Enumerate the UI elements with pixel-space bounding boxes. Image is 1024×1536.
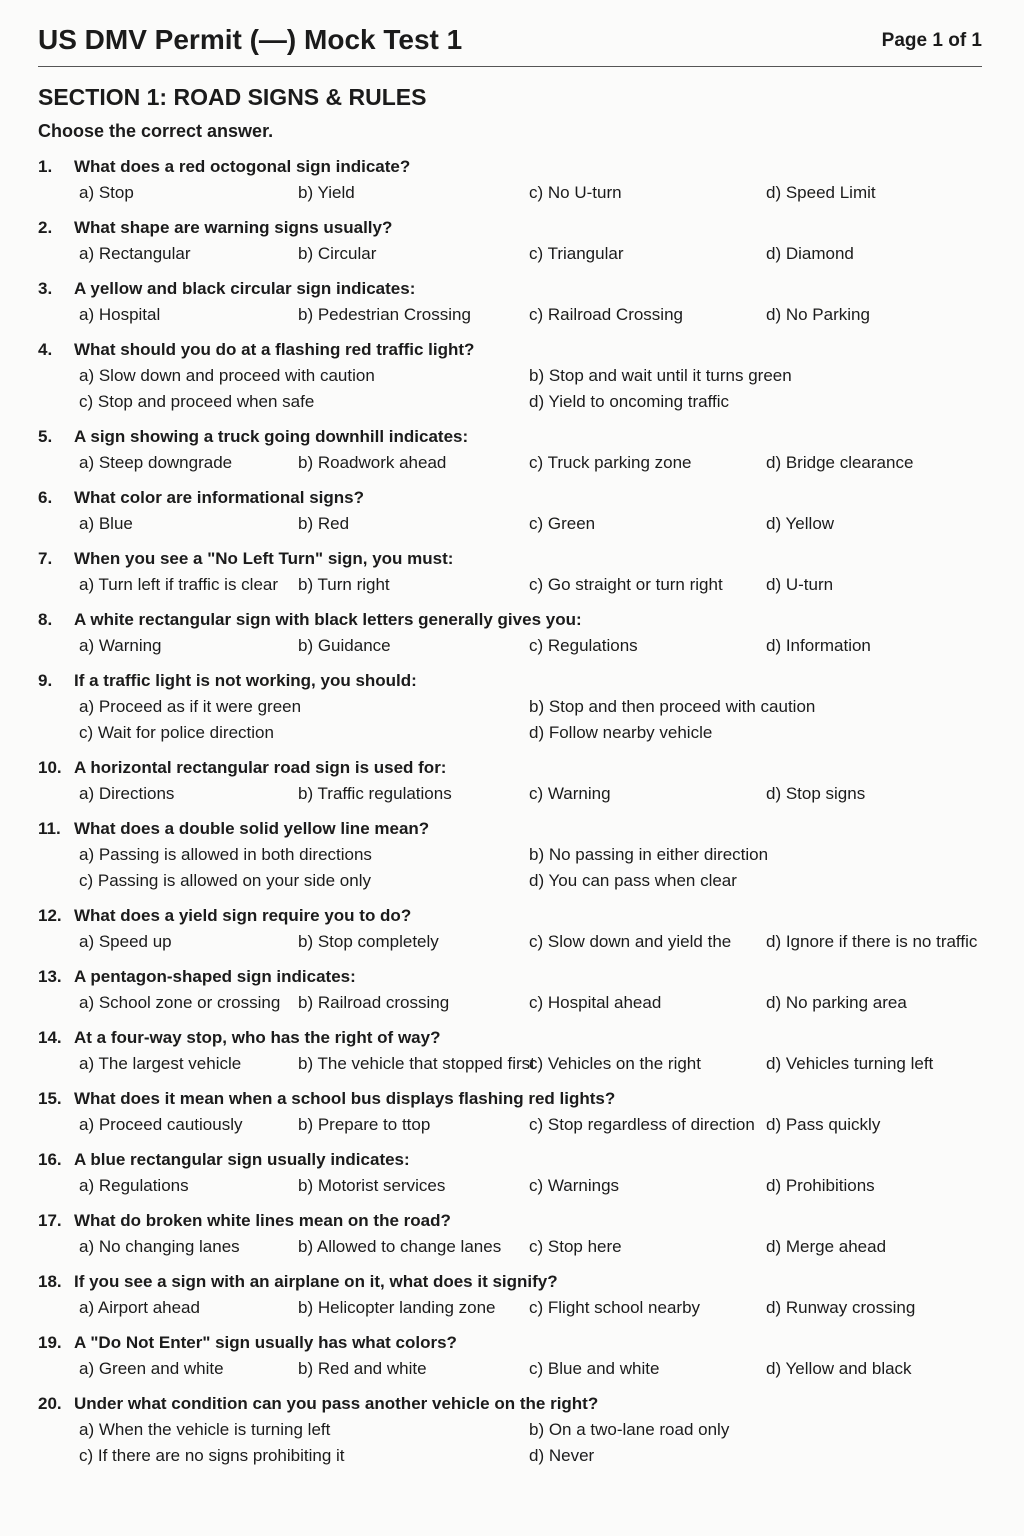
question-item bbox=[38, 906, 988, 956]
document-title: US DMV Permit (—) Mock Test 1 bbox=[38, 24, 463, 55]
question-list bbox=[38, 157, 988, 1481]
answer-option[interactable]: c) If there are no signs prohibiting it bbox=[79, 1446, 345, 1465]
answer-option[interactable]: b) Stop and then proceed with caution bbox=[529, 697, 816, 716]
question-item bbox=[38, 1089, 988, 1139]
question-line bbox=[38, 1089, 988, 1113]
answer-option[interactable]: c) Slow down and yield the bbox=[529, 932, 732, 951]
question-line bbox=[38, 549, 988, 573]
answer-option[interactable]: c) Green bbox=[529, 514, 596, 533]
question-text: What does a red octogonal sign indicate? bbox=[74, 157, 411, 176]
answer-option[interactable]: c) Stop regardless of direction bbox=[529, 1115, 755, 1134]
answer-option[interactable]: d) Ignore if there is no traffic bbox=[766, 932, 978, 951]
question-number: 7. bbox=[38, 549, 53, 568]
answer-option[interactable]: d) You can pass when clear bbox=[529, 871, 737, 890]
answer-option[interactable]: a) Regulations bbox=[79, 1176, 189, 1195]
question-line bbox=[38, 1394, 988, 1418]
answer-options bbox=[38, 782, 988, 808]
answer-options bbox=[38, 1113, 988, 1139]
question-number: 8. bbox=[38, 610, 53, 629]
question-line bbox=[38, 758, 988, 782]
answer-option[interactable]: b) The vehicle that stopped first bbox=[298, 1054, 535, 1073]
question-line bbox=[38, 218, 988, 242]
question-item bbox=[38, 427, 988, 477]
answer-options bbox=[38, 695, 988, 721]
answer-option[interactable]: b) Roadwork ahead bbox=[298, 453, 447, 472]
answer-option[interactable]: b) Turn right bbox=[298, 575, 390, 594]
answer-option[interactable]: d) Speed Limit bbox=[766, 183, 876, 202]
answer-option[interactable]: d) Bridge clearance bbox=[766, 453, 914, 472]
question-text: What color are informational signs? bbox=[74, 488, 364, 507]
question-line bbox=[38, 610, 988, 634]
answer-option[interactable]: d) Follow nearby vehicle bbox=[529, 723, 713, 742]
answer-option[interactable]: b) Railroad crossing bbox=[298, 993, 450, 1012]
question-line bbox=[38, 1028, 988, 1052]
question-number: 12. bbox=[38, 906, 62, 925]
answer-options bbox=[38, 1052, 988, 1078]
question-item bbox=[38, 819, 988, 895]
question-number: 2. bbox=[38, 218, 53, 237]
question-item bbox=[38, 758, 988, 808]
question-item bbox=[38, 1394, 988, 1470]
question-line bbox=[38, 1333, 988, 1357]
answer-option[interactable]: d) U-turn bbox=[766, 575, 834, 594]
answer-option[interactable]: d) Prohibitions bbox=[766, 1176, 875, 1195]
question-item bbox=[38, 671, 988, 747]
question-number: 6. bbox=[38, 488, 53, 507]
answer-option[interactable]: c) Warnings bbox=[529, 1176, 620, 1195]
question-number: 1. bbox=[38, 157, 53, 176]
question-text: A white rectangular sign with black letters generally gives you: bbox=[74, 610, 582, 629]
answer-options bbox=[38, 634, 988, 660]
page-header bbox=[38, 22, 982, 67]
question-line bbox=[38, 671, 988, 695]
answer-option[interactable]: c) Wait for police direction bbox=[79, 723, 274, 742]
answer-option[interactable]: d) Never bbox=[529, 1446, 595, 1465]
answer-options bbox=[38, 181, 988, 207]
answer-options bbox=[38, 1174, 988, 1200]
question-text: When you see a "No Left Turn" sign, you must: bbox=[74, 549, 454, 568]
answer-option[interactable]: c) Stop here bbox=[529, 1237, 622, 1256]
answer-option[interactable]: a) School zone or crossing bbox=[79, 993, 281, 1012]
answer-option[interactable]: c) Regulations bbox=[529, 636, 638, 655]
answer-option[interactable]: a) Proceed cautiously bbox=[79, 1115, 243, 1134]
answer-option[interactable]: d) Information bbox=[766, 636, 871, 655]
answer-options bbox=[38, 1418, 988, 1444]
answer-options bbox=[38, 364, 988, 390]
question-line bbox=[38, 279, 988, 303]
question-number: 13. bbox=[38, 967, 62, 986]
answer-option[interactable]: c) Go straight or turn right bbox=[529, 575, 723, 594]
answer-option[interactable]: a) Hospital bbox=[79, 305, 161, 324]
answer-option[interactable]: a) Warning bbox=[79, 636, 162, 655]
answer-option[interactable]: a) Steep downgrade bbox=[79, 453, 233, 472]
answer-option[interactable]: d) Merge ahead bbox=[766, 1237, 887, 1256]
answer-option[interactable]: b) Circular bbox=[298, 244, 377, 263]
question-line bbox=[38, 1211, 988, 1235]
answer-option[interactable]: a) The largest vehicle bbox=[79, 1054, 242, 1073]
answer-options bbox=[38, 573, 988, 599]
answer-option[interactable]: b) Yield bbox=[298, 183, 355, 202]
answer-option[interactable]: c) Flight school nearby bbox=[529, 1298, 701, 1317]
question-item bbox=[38, 1028, 988, 1078]
answer-option[interactable]: b) Helicopter landing zone bbox=[298, 1298, 496, 1317]
question-text: What should you do at a flashing red traffic light? bbox=[74, 340, 475, 359]
question-line bbox=[38, 967, 988, 991]
answer-options bbox=[38, 930, 988, 956]
question-number: 19. bbox=[38, 1333, 62, 1352]
question-text: At a four-way stop, who has the right of way? bbox=[74, 1028, 441, 1047]
question-text: If a traffic light is not working, you should: bbox=[74, 671, 417, 690]
question-text: A sign showing a truck going downhill indicates: bbox=[74, 427, 469, 446]
answer-option[interactable]: a) Stop bbox=[79, 183, 134, 202]
answer-option[interactable]: d) Yellow bbox=[766, 514, 835, 533]
question-item bbox=[38, 218, 988, 268]
answer-options bbox=[38, 303, 988, 329]
answer-option[interactable]: b) Stop and wait until it turns green bbox=[529, 366, 792, 385]
question-number: 16. bbox=[38, 1150, 62, 1169]
answer-option[interactable]: c) Passing is allowed on your side only bbox=[79, 871, 371, 890]
answer-options bbox=[38, 1444, 988, 1470]
answer-option[interactable]: a) When the vehicle is turning left bbox=[79, 1420, 331, 1439]
question-number: 17. bbox=[38, 1211, 62, 1230]
question-text: A yellow and black circular sign indicates: bbox=[74, 279, 416, 298]
answer-option[interactable]: a) Passing is allowed in both directions bbox=[79, 845, 372, 864]
section-title: SECTION 1: ROAD SIGNS & RULES bbox=[38, 84, 427, 110]
answer-option[interactable]: b) Prepare to ttop bbox=[298, 1115, 431, 1134]
answer-option[interactable]: d) Pass quickly bbox=[766, 1115, 881, 1134]
question-number: 5. bbox=[38, 427, 53, 446]
answer-option[interactable]: c) Stop and proceed when safe bbox=[79, 392, 315, 411]
question-number: 14. bbox=[38, 1028, 62, 1047]
answer-option[interactable]: b) No passing in either direction bbox=[529, 845, 769, 864]
question-text: If you see a sign with an airplane on it, what does it signify? bbox=[74, 1272, 558, 1291]
answer-option[interactable]: c) Vehicles on the right bbox=[529, 1054, 701, 1073]
answer-option[interactable]: d) Diamond bbox=[766, 244, 854, 263]
answer-options bbox=[38, 451, 988, 477]
question-text: What does a double solid yellow line mean? bbox=[74, 819, 430, 838]
answer-option[interactable]: a) Proceed as if it were green bbox=[79, 697, 302, 716]
answer-options bbox=[38, 721, 988, 747]
answer-option[interactable]: d) Yield to oncoming traffic bbox=[529, 392, 730, 411]
answer-option[interactable]: c) Triangular bbox=[529, 244, 624, 263]
question-text: What do broken white lines mean on the road? bbox=[74, 1211, 451, 1230]
answer-option[interactable]: d) No parking area bbox=[766, 993, 907, 1012]
question-line bbox=[38, 1150, 988, 1174]
question-item bbox=[38, 1150, 988, 1200]
answer-option[interactable]: a) Turn left if traffic is clear bbox=[79, 575, 279, 594]
answer-option[interactable]: b) On a two-lane road only bbox=[529, 1420, 730, 1439]
answer-option[interactable]: b) Guidance bbox=[298, 636, 391, 655]
answer-option[interactable]: a) Airport ahead bbox=[79, 1298, 200, 1317]
question-item bbox=[38, 340, 988, 416]
question-number: 11. bbox=[38, 819, 61, 838]
page-number: Page 1 of 1 bbox=[881, 30, 982, 51]
answer-option[interactable]: a) Blue bbox=[79, 514, 133, 533]
question-item bbox=[38, 610, 988, 660]
answer-option[interactable]: b) Allowed to change lanes bbox=[298, 1237, 502, 1256]
answer-options bbox=[38, 242, 988, 268]
question-item bbox=[38, 279, 988, 329]
question-line bbox=[38, 427, 988, 451]
question-item bbox=[38, 1211, 988, 1261]
answer-options bbox=[38, 1235, 988, 1261]
answer-options bbox=[38, 869, 988, 895]
answer-option[interactable]: d) Yellow and black bbox=[766, 1359, 912, 1378]
answer-option[interactable]: d) Stop signs bbox=[766, 784, 866, 803]
answer-option[interactable]: a) Speed up bbox=[79, 932, 172, 951]
question-text: A blue rectangular sign usually indicates: bbox=[74, 1150, 410, 1169]
question-line bbox=[38, 819, 988, 843]
question-item bbox=[38, 157, 988, 207]
question-number: 20. bbox=[38, 1394, 62, 1413]
question-item bbox=[38, 1272, 988, 1322]
answer-option[interactable]: c) Hospital ahead bbox=[529, 993, 662, 1012]
question-number: 10. bbox=[38, 758, 62, 777]
question-item bbox=[38, 488, 988, 538]
answer-option[interactable]: b) Traffic regulations bbox=[298, 784, 452, 803]
answer-options bbox=[38, 1296, 988, 1322]
answer-options bbox=[38, 1357, 988, 1383]
question-text: Under what condition can you pass another vehicle on the right? bbox=[74, 1394, 599, 1413]
answer-option[interactable]: d) No Parking bbox=[766, 305, 870, 324]
question-text: A pentagon-shaped sign indicates: bbox=[74, 967, 356, 986]
answer-option[interactable]: d) Vehicles turning left bbox=[766, 1054, 934, 1073]
answer-option[interactable]: a) Rectangular bbox=[79, 244, 191, 263]
question-text: What does it mean when a school bus displays flashing red lights? bbox=[74, 1089, 616, 1108]
question-line bbox=[38, 157, 988, 181]
question-text: What does a yield sign require you to do? bbox=[74, 906, 412, 925]
answer-options bbox=[38, 843, 988, 869]
answer-option[interactable]: c) Warning bbox=[529, 784, 611, 803]
question-number: 18. bbox=[38, 1272, 62, 1291]
answer-option[interactable]: a) Slow down and proceed with caution bbox=[79, 366, 375, 385]
answer-option[interactable]: d) Runway crossing bbox=[766, 1298, 916, 1317]
question-text: A horizontal rectangular road sign is used for: bbox=[74, 758, 447, 777]
answer-option[interactable]: c) Railroad Crossing bbox=[529, 305, 683, 324]
question-item bbox=[38, 549, 988, 599]
answer-option[interactable]: b) Pedestrian Crossing bbox=[298, 305, 471, 324]
answer-option[interactable]: a) Green and white bbox=[79, 1359, 224, 1378]
question-line bbox=[38, 906, 988, 930]
answer-option[interactable]: b) Motorist services bbox=[298, 1176, 446, 1195]
question-line bbox=[38, 1272, 988, 1296]
question-number: 9. bbox=[38, 671, 53, 690]
question-number: 15. bbox=[38, 1089, 62, 1108]
question-number: 3. bbox=[38, 279, 53, 298]
question-text: What shape are warning signs usually? bbox=[74, 218, 393, 237]
answer-option[interactable]: c) Truck parking zone bbox=[529, 453, 692, 472]
question-text: A "Do Not Enter" sign usually has what colors? bbox=[74, 1333, 457, 1352]
answer-option[interactable]: c) No U-turn bbox=[529, 183, 622, 202]
answer-option[interactable]: a) No changing lanes bbox=[79, 1237, 240, 1256]
question-item bbox=[38, 967, 988, 1017]
answer-option[interactable]: b) Red bbox=[298, 514, 350, 533]
section-instructions: Choose the correct answer. bbox=[38, 121, 274, 141]
answer-options bbox=[38, 512, 988, 538]
answer-options bbox=[38, 991, 988, 1017]
answer-option[interactable]: b) Red and white bbox=[298, 1359, 427, 1378]
answer-option[interactable]: a) Directions bbox=[79, 784, 175, 803]
answer-option[interactable]: c) Blue and white bbox=[529, 1359, 660, 1378]
question-line bbox=[38, 488, 988, 512]
question-line bbox=[38, 340, 988, 364]
answer-option[interactable]: b) Stop completely bbox=[298, 932, 439, 951]
question-item bbox=[38, 1333, 988, 1383]
question-number: 4. bbox=[38, 340, 53, 359]
answer-options bbox=[38, 390, 988, 416]
